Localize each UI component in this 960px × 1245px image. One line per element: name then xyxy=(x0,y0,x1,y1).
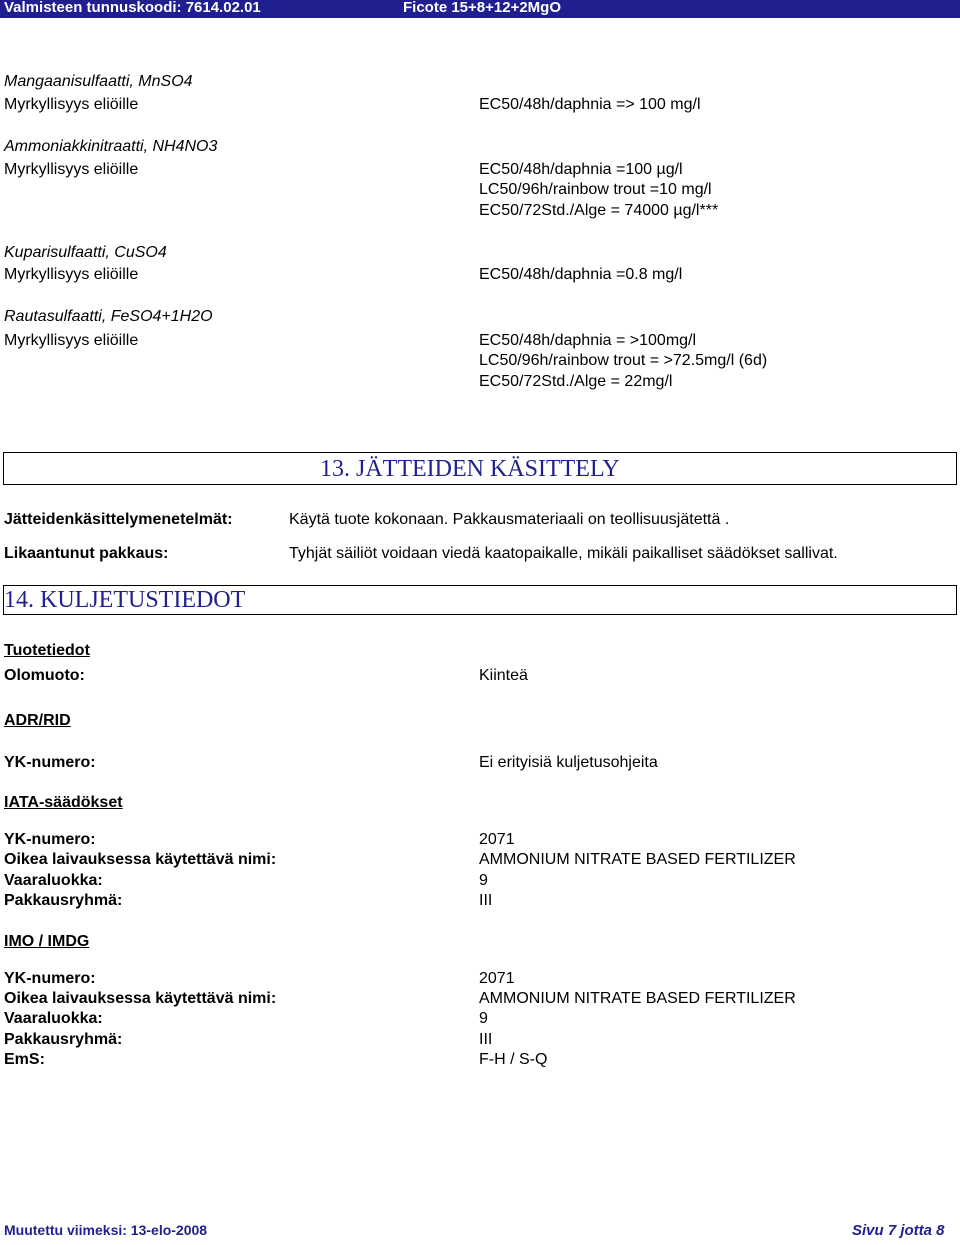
form-label: Olomuoto: xyxy=(4,667,85,684)
substance-name: Rautasulfaatti, FeSO4+1H2O xyxy=(4,308,213,325)
toxicity-label: Myrkyllisyys eliöille xyxy=(4,96,139,113)
toxicity-value: LC50/96h/rainbow trout = >72.5mg/l (6d) xyxy=(479,352,768,369)
imo-label: Vaaraluokka: xyxy=(4,1010,103,1027)
substance-name: Mangaanisulfaatti, MnSO4 xyxy=(4,73,193,90)
toxicity-value: EC50/48h/daphnia = >100mg/l xyxy=(479,332,697,349)
toxicity-value: EC50/48h/daphnia =0.8 mg/l xyxy=(479,266,683,283)
toxicity-label: Myrkyllisyys eliöille xyxy=(4,332,139,349)
iata-heading: IATA-säädökset xyxy=(4,794,123,811)
imo-label: YK-numero: xyxy=(4,970,96,987)
form-value: Kiinteä xyxy=(479,667,528,684)
imo-value: AMMONIUM NITRATE BASED FERTILIZER xyxy=(479,990,796,1007)
contaminated-packaging-label: Likaantunut pakkaus: xyxy=(4,545,169,562)
iata-value: 9 xyxy=(479,872,488,889)
imo-value: III xyxy=(479,1031,493,1048)
iata-label: Oikea laivauksessa käytettävä nimi: xyxy=(4,851,277,868)
page-number: Sivu 7 jotta 8 xyxy=(852,1222,945,1239)
substance-name: Kuparisulfaatti, CuSO4 xyxy=(4,244,167,261)
contaminated-packaging-value: Tyhjät säiliöt voidaan viedä kaatopaikalle, mikäli paikalliset säädökset sallivat. xyxy=(289,545,838,562)
imo-value: 9 xyxy=(479,1010,488,1027)
iata-label: Pakkausryhmä: xyxy=(4,892,123,909)
product-info-heading: Tuotetiedot xyxy=(4,642,90,659)
adr-heading: ADR/RID xyxy=(4,712,71,729)
iata-label: YK-numero: xyxy=(4,831,96,848)
iata-label: Vaaraluokka: xyxy=(4,872,103,889)
imo-value: 2071 xyxy=(479,970,515,987)
toxicity-value: EC50/48h/daphnia => 100 mg/l xyxy=(479,96,701,113)
section-14-title-box xyxy=(3,585,957,615)
adr-un-label: YK-numero: xyxy=(4,754,96,771)
section-13-title: 13. JÄTTEIDEN KÄSITTELY xyxy=(320,456,620,482)
validation-code: Valmisteen tunnuskoodi: 7614.02.01 xyxy=(4,0,261,16)
product-name: Ficote 15+8+12+2MgO xyxy=(403,0,561,16)
toxicity-value: EC50/72Std./Alge = 22mg/l xyxy=(479,373,673,390)
imo-label: EmS: xyxy=(4,1051,45,1068)
section-14-title: 14. KULJETUSTIEDOT xyxy=(4,587,246,613)
imo-heading: IMO / IMDG xyxy=(4,933,90,950)
imo-label: Oikea laivauksessa käytettävä nimi: xyxy=(4,990,277,1007)
adr-un-value: Ei erityisiä kuljetusohjeita xyxy=(479,754,658,771)
iata-value: AMMONIUM NITRATE BASED FERTILIZER xyxy=(479,851,796,868)
imo-label: Pakkausryhmä: xyxy=(4,1031,123,1048)
iata-value: III xyxy=(479,892,493,909)
toxicity-label: Myrkyllisyys eliöille xyxy=(4,266,139,283)
waste-method-value: Käytä tuote kokonaan. Pakkausmateriaali on teollisuusjätettä . xyxy=(289,511,730,528)
section-13-title-box xyxy=(3,452,957,485)
toxicity-value: LC50/96h/rainbow trout =10 mg/l xyxy=(479,181,712,198)
imo-value: F-H / S-Q xyxy=(479,1051,548,1068)
iata-value: 2071 xyxy=(479,831,515,848)
waste-method-label: Jätteidenkäsittelymenetelmät: xyxy=(4,511,233,528)
toxicity-value: EC50/48h/daphnia =100 µg/l xyxy=(479,161,683,178)
revision-date: Muutettu viimeksi: 13-elo-2008 xyxy=(4,1222,208,1238)
toxicity-label: Myrkyllisyys eliöille xyxy=(4,161,139,178)
substance-name: Ammoniakkinitraatti, NH4NO3 xyxy=(4,138,218,155)
toxicity-value: EC50/72Std./Alge = 74000 µg/l*** xyxy=(479,202,719,219)
